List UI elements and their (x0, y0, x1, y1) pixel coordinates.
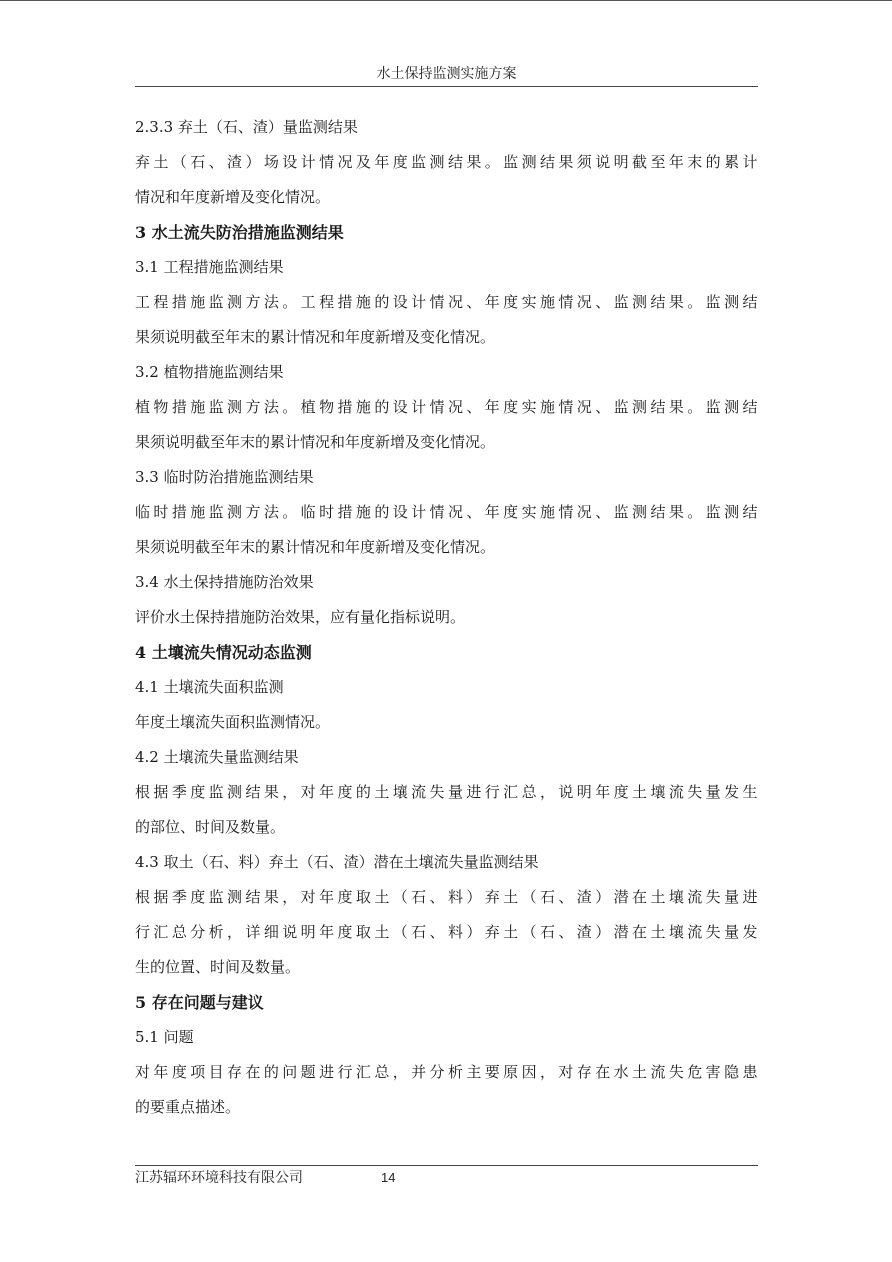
document-body (135, 110, 758, 1125)
paragraph-line: 果须说明截至年末的累计情况和年度新增及变化情况。 (135, 538, 496, 556)
paragraph-line: 情况和年度新增及变化情况。 (135, 188, 331, 206)
paragraph-line: 果须说明截至年末的累计情况和年度新增及变化情况。 (135, 433, 496, 451)
heading-3-3: 3.3 临时防治措施监测结果 (135, 468, 314, 486)
paragraph-line: 根据季度监测结果，对年度取土（石、料）弃土（石、渣）潜在土壤流失量进 (135, 888, 758, 906)
paragraph-line: 的要重点描述。 (135, 1098, 241, 1116)
footer-company-name: 江苏辐环环境科技有限公司 (135, 1170, 303, 1186)
heading-4: 4 土壤流失情况动态监测 (135, 643, 312, 662)
heading-3-2: 3.2 植物措施监测结果 (135, 363, 284, 381)
paragraph-line: 临时措施监测方法。临时措施的设计情况、年度实施情况、监测结果。监测结 (135, 503, 758, 521)
heading-5: 5 存在问题与建议 (135, 993, 264, 1012)
paragraph-line: 根据季度监测结果，对年度的土壤流失量进行汇总，说明年度土壤流失量发生 (135, 783, 758, 801)
paragraph-line: 工程措施监测方法。工程措施的设计情况、年度实施情况、监测结果。监测结 (135, 293, 758, 311)
heading-4-3: 4.3 取土（石、料）弃土（石、渣）潜在土壤流失量监测结果 (135, 853, 539, 871)
paragraph-line: 果须说明截至年末的累计情况和年度新增及变化情况。 (135, 328, 496, 346)
page-top-border (0, 0, 892, 1)
heading-4-2: 4.2 土壤流失量监测结果 (135, 748, 299, 766)
heading-3-1: 3.1 工程措施监测结果 (135, 258, 284, 276)
heading-3-4: 3.4 水土保持措施防治效果 (135, 573, 314, 591)
paragraph-line: 的部位、时间及数量。 (135, 818, 286, 836)
paragraph-line: 对年度项目存在的问题进行汇总，并分析主要原因，对存在水土流失危害隐患 (135, 1063, 758, 1081)
heading-4-1: 4.1 土壤流失面积监测 (135, 678, 284, 696)
page-number: 14 (381, 1170, 396, 1185)
heading-3: 3 水土流失防治措施监测结果 (135, 223, 344, 242)
paragraph-line: 植物措施监测方法。植物措施的设计情况、年度实施情况、监测结果。监测结 (135, 398, 758, 416)
footer-divider (135, 1165, 758, 1166)
header-divider (135, 86, 758, 87)
paragraph-line: 行汇总分析，详细说明年度取土（石、料）弃土（石、渣）潜在土壤流失量发 (135, 923, 758, 941)
paragraph-line: 弃土（石、渣）场设计情况及年度监测结果。监测结果须说明截至年末的累计 (135, 153, 758, 171)
paragraph-line: 生的位置、时间及数量。 (135, 958, 301, 976)
paragraph-line: 评价水土保持措施防治效果，应有量化指标说明。 (135, 608, 466, 626)
heading-2-3-3: 2.3.3 弃土（石、渣）量监测结果 (135, 118, 358, 136)
heading-5-1: 5.1 问题 (135, 1028, 194, 1046)
page-header-title: 水土保持监测实施方案 (376, 66, 517, 82)
paragraph-line: 年度土壤流失面积监测情况。 (135, 713, 331, 731)
